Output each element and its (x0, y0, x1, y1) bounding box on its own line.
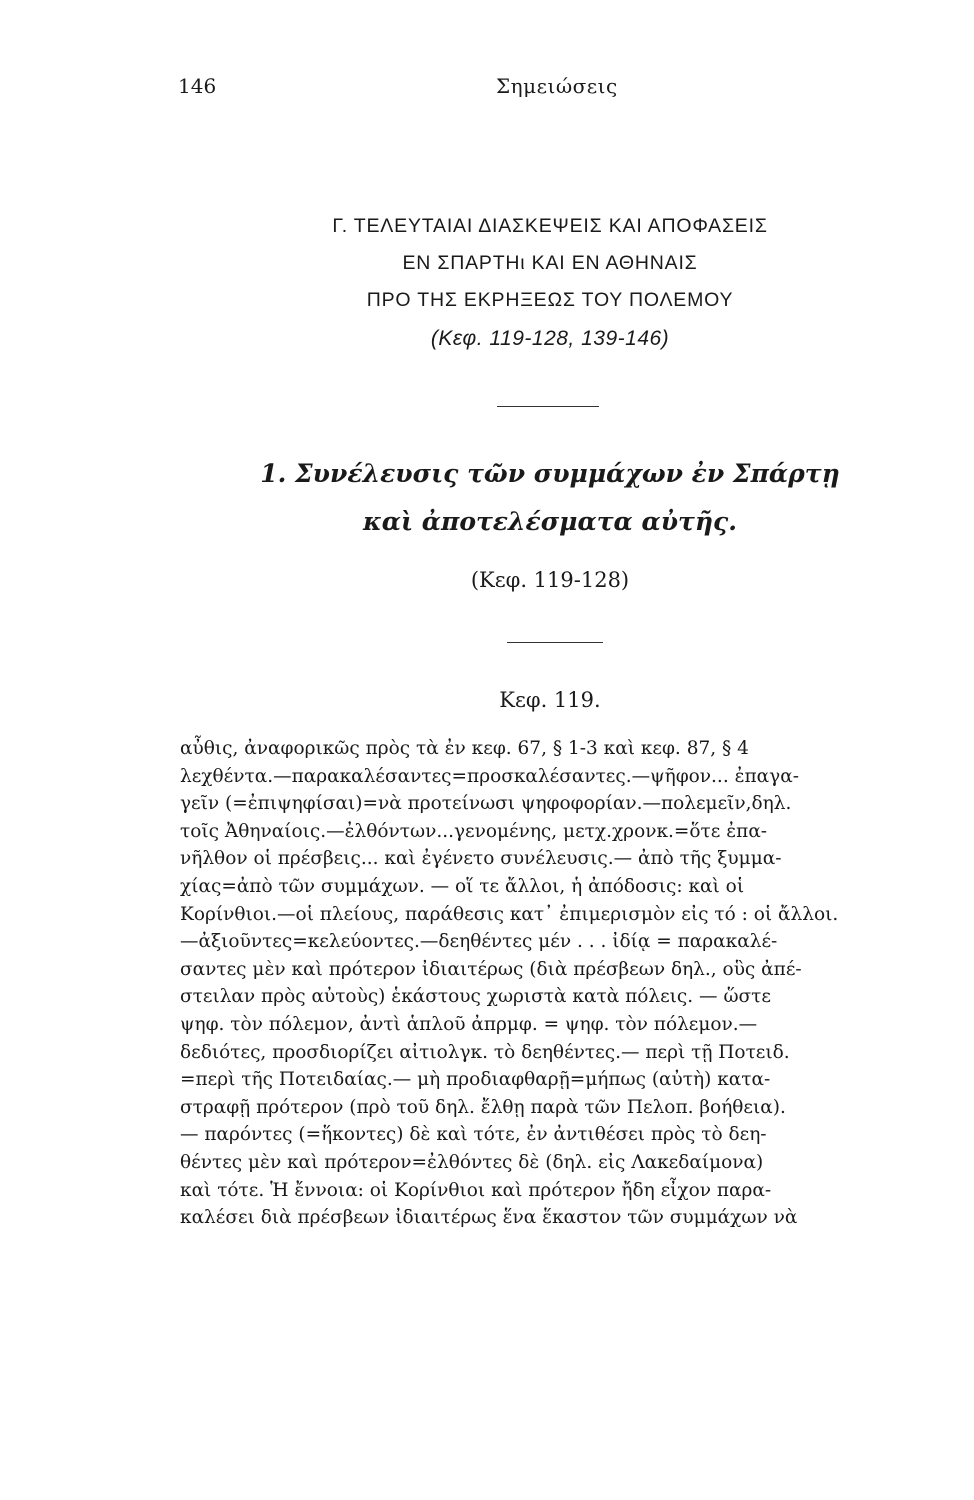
body-line: λεχθέντα.—παρακαλέσαντες=προσκαλέσαντες.—ψῆφον... ἐπαγα- (180, 765, 799, 787)
body-line: Κορίνθιοι.—οἱ πλείους, παράθεσις κατ᾽ ἐπιμερισμὸν εἰς τό : οἱ ἄλλοι. (180, 903, 839, 925)
page-number: 146 (178, 74, 217, 98)
divider-rule (497, 406, 599, 407)
body-line: γεῖν (=ἐπιψηφίσαι)=νὰ προτείνωσι ψηφοφορίαν.—πολεμεῖν,δηλ. (180, 793, 792, 815)
section-chapters: (Κεφ. 119-128, 139-146) (430, 327, 670, 350)
section-title-line: ΠΡΟ ΤΗΣ ΕΚΡΗΞΕΩΣ ΤΟΥ ΠΟΛΕΜΟΥ (366, 289, 734, 311)
page-header (178, 74, 938, 104)
subsection-chapters: (Κεφ. 119-128) (470, 568, 630, 592)
section-title (180, 208, 920, 319)
section-title-line: ΕΝ ΣΠΑΡΤΗι ΚΑΙ ΕΝ ΑΘΗΝΑΙΣ (402, 252, 698, 274)
running-head: Σημειώσεις (496, 74, 618, 98)
body-text (180, 735, 940, 1232)
body-line: στραφῇ πρότερον (πρὸ τοῦ δηλ. ἔλθῃ παρὰ τῶν Πελοπ. βοήθεια). (180, 1096, 786, 1118)
body-line: ψηφ. τὸν πόλεμον, ἀντὶ ἁπλοῦ ἀπρμφ. = ψηφ. τὸν πόλεμον.— (180, 1013, 758, 1035)
body-line: χίας=ἀπὸ τῶν συμμάχων. — οἵ τε ἄλλοι, ἡ ἀπόδοσις: καὶ οἱ (180, 875, 745, 897)
section-title-line: Γ. ΤΕΛΕΥΤΑΙΑΙ ΔΙΑΣΚΕΨΕΙΣ ΚΑΙ ΑΠΟΦΑΣΕΙΣ (332, 215, 768, 237)
divider-rule (507, 642, 603, 643)
body-line: καλέσει διὰ πρέσβεων ἰδιαιτέρως ἕνα ἕκαστον τῶν συμμάχων νὰ (180, 1207, 798, 1229)
body-line: —ἀξιοῦντες=κελεύοντες.—δεηθέντες μέν . . . ἰδίᾳ = παρακαλέ- (180, 931, 778, 953)
body-line: — παρόντες (=ἥκοντες) δὲ καὶ τότε, ἐν ἀντιθέσει πρὸς τὸ δεη- (180, 1124, 767, 1146)
body-line: αὖθις, ἀναφορικῶς πρὸς τὰ ἐν κεφ. 67, § 1-3 καὶ κεφ. 87, § 4 (180, 738, 749, 759)
subsection-title-line: 1. Συνέλευσις τῶν συμμάχων ἐν Σπάρτῃ (260, 459, 840, 488)
body-line: =περὶ τῆς Ποτειδαίας.— μὴ προδιαφθαρῇ=μήπως (αὐτὴ) κατα- (180, 1069, 771, 1091)
body-line: νῆλθον οἱ πρέσβεις... καὶ ἐγένετο συνέλευσις.— ἀπὸ τῆς ξυμμα- (180, 848, 782, 870)
subsection-title-line: καὶ ἀποτελέσματα αὐτῆς. (363, 507, 737, 536)
subsection-title (180, 450, 920, 546)
body-line: τοῖς Ἀθηναίοις.—ἐλθόντων...γενομένης, μετχ.χρονκ.=ὅτε ἐπα- (180, 820, 768, 842)
body-line: καὶ τότε. Ἡ ἔννοια: οἱ Κορίνθιοι καὶ πρότερον ἤδη εἶχον παρα- (180, 1179, 772, 1201)
body-line: σαντες μὲν καὶ πρότερον ἰδιαιτέρως (διὰ πρέσβεων δηλ., οὓς ἀπέ- (180, 958, 802, 980)
chapter-label: Κεφ. 119. (499, 688, 601, 712)
body-line: δεδιότες, προσδιορίζει αἰτιολγκ. τὸ δεηθέντες.— περὶ τῇ Ποτειδ. (180, 1041, 790, 1063)
body-line: στειλαν πρὸς αὐτοὺς) ἑκάστους χωριστὰ κατὰ πόλεις. — ὥστε (180, 986, 771, 1008)
body-line: θέντες μὲν καὶ πρότερον=ἐλθόντες δὲ (δηλ. εἰς Λακεδαίμονα) (180, 1151, 764, 1173)
